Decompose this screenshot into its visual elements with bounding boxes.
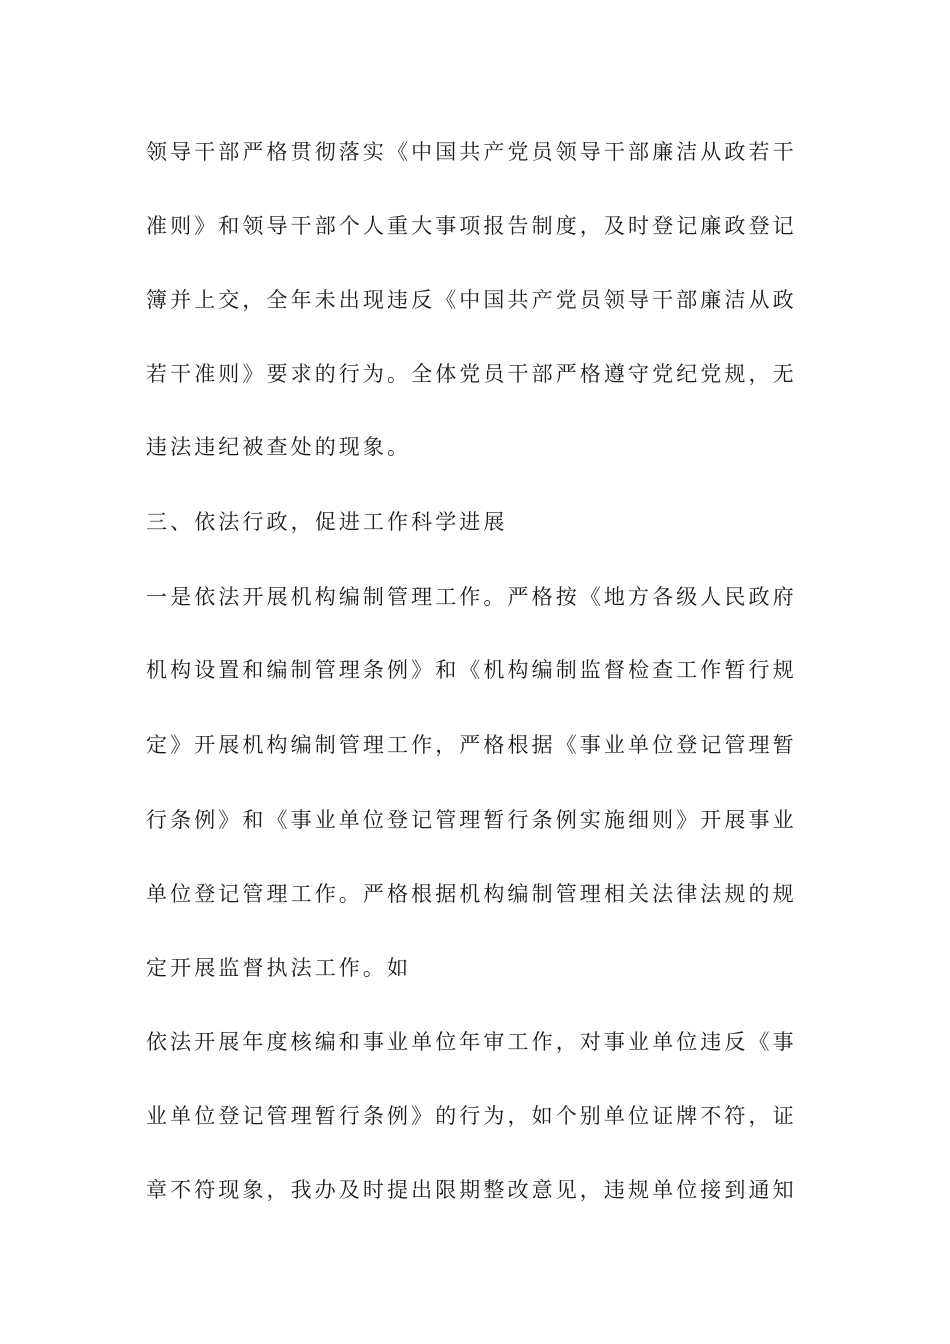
paragraph-line: 定》开展机构编制管理工作，严格根据《事业单位登记管理暂 [146,733,797,757]
paragraph-line: 领导干部严格贯彻落实《中国共产党员领导干部廉洁从政若干 [146,140,797,164]
paragraph-line: 章不符现象，我办及时提出限期整改意见，违规单位接到通知 [146,1178,797,1202]
paragraph-line: 一是依法开展机构编制管理工作。严格按《地方各级人民政府 [146,585,797,609]
section-heading: 三、依法行政，促进工作科学进展 [146,510,508,534]
paragraph-line: 若干准则》要求的行为。全体党员干部严格遵守党纪党规，无 [146,362,797,386]
paragraph-line: 业单位登记管理暂行条例》的行为，如个别单位证牌不符，证 [146,1104,797,1128]
paragraph-line: 单位登记管理工作。严格根据机构编制管理相关法律法规的规 [146,882,797,906]
paragraph-line: 定开展监督执法工作。如 [146,956,412,980]
paragraph-line: 违法违纪被查处的现象。 [146,435,412,459]
paragraph-line: 机构设置和编制管理条例》和《机构编制监督检查工作暂行规 [146,658,797,682]
paragraph-line: 依法开展年度核编和事业单位年审工作，对事业单位违反《事 [146,1030,797,1054]
paragraph-line: 准则》和领导干部个人重大事项报告制度，及时登记廉政登记 [146,214,797,238]
paragraph-line: 行条例》和《事业单位登记管理暂行条例实施细则》开展事业 [146,808,797,832]
paragraph-line: 簿并上交，全年未出现违反《中国共产党员领导干部廉洁从政 [146,288,797,312]
